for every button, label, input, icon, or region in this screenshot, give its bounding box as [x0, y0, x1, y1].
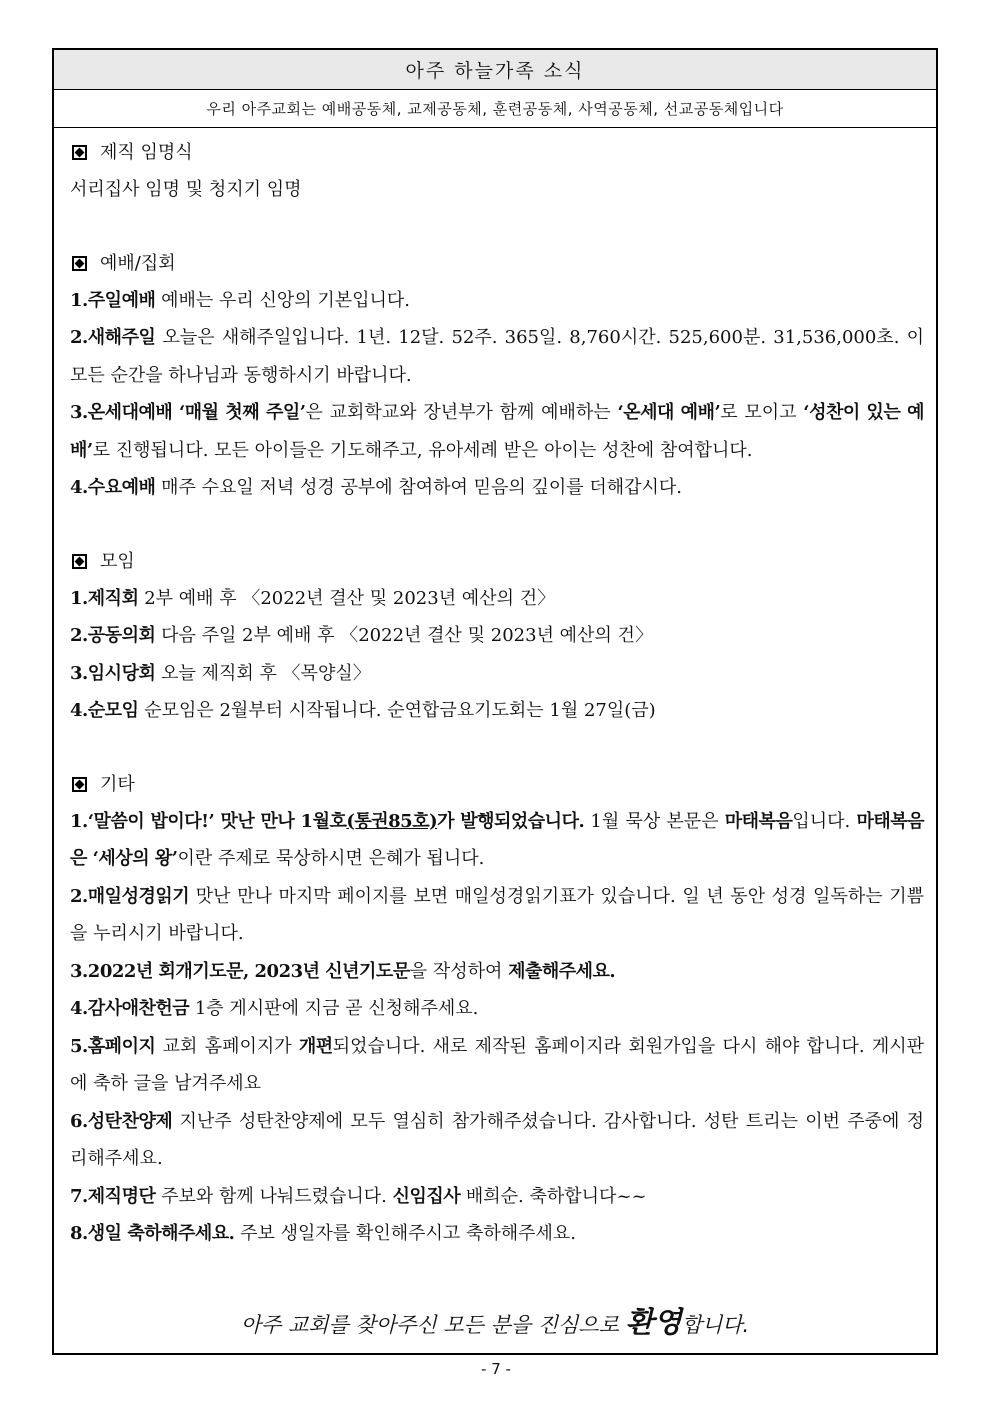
diamond-bullet-icon	[72, 256, 87, 271]
worship-item-1: 1.주일예배 예배는 우리 신앙의 기본입니다.	[70, 289, 410, 311]
etc-item-3: 3.2022년 회개기도문, 2023년 신년기도문을 작성하여 제출해주세요.	[70, 960, 616, 982]
etc-item-1: 1.‘말씀이 밥이다!’ 맛난 만나 1월호(통권85호)가 발행되었습니다. 1월 묵상 본문은 마태복음입니다. 마태복음은 ‘세상의 왕’이란 주제로 묵상하시면 은혜가 됩니다.	[70, 810, 924, 869]
section-meetings	[70, 543, 924, 580]
section-title: 예배/집회	[100, 252, 176, 274]
section-etc	[70, 766, 924, 803]
etc-item-5: 5.홈페이지 교회 홈페이지가 개편되었습니다. 새로 제작된 홈페이지라 회원가입을 다시 해야 합니다. 게시판에 축하 글을 남겨주세요	[70, 1035, 924, 1094]
section-title: 모임	[100, 550, 135, 572]
worship-item-3: 3.온세대예배 ‘매월 첫째 주일’은 교회학교와 장년부가 함께 예배하는 ‘온세대 예배’로 모이고 ‘성찬이 있는 예배’로 진행됩니다. 모든 아이들은 기도해주고, 유아세례 받은 아이는 성찬에 참여합니다.	[70, 402, 924, 461]
meeting-item-4: 4.순모임 순모임은 2월부터 시작됩니다. 순연합금요기도회는 1월 27일(금)	[70, 700, 656, 721]
diamond-bullet-icon	[72, 777, 87, 792]
page-number: - 7 -	[481, 1360, 511, 1378]
diamond-bullet-icon	[72, 554, 87, 569]
bulletin-frame	[52, 48, 938, 1355]
etc-item-6: 6.성탄찬양제 지난주 성탄찬양제에 모두 열심히 참가해주셨습니다. 감사합니다. 성탄 트리는 이번 주중에 정리해주세요.	[70, 1110, 924, 1169]
meeting-item-3: 3.임시당회 오늘 제직회 후 〈목양실〉	[70, 662, 371, 684]
etc-item-7: 7.제직명단 주보와 함께 나눠드렸습니다. 신임집사 배희순. 축하합니다~~	[70, 1185, 647, 1207]
news-content	[54, 128, 936, 1253]
worship-item-4: 4.수요예배 매주 수요일 저녁 성경 공부에 참여하여 믿음의 깊이를 더해갑시다.	[70, 477, 683, 498]
etc-item-2: 2.매일성경읽기 맛난 만나 마지막 페이지를 보면 매일성경읽기표가 있습니다. 일 년 동안 성경 일독하는 기쁨을 누리시기 바랍니다.	[70, 885, 924, 944]
meeting-item-1: 1.제직회 2부 예배 후 〈2022년 결산 및 2023년 예산의 건〉	[70, 587, 556, 609]
diamond-bullet-icon	[72, 145, 87, 160]
appointment-text: 서리집사 임명 및 청지기 임명	[70, 179, 302, 200]
meeting-item-2: 2.공동의회 다음 주일 2부 예배 후 〈2022년 결산 및 2023년 예산의 건〉	[70, 625, 653, 646]
section-title: 제직 임명식	[100, 142, 193, 163]
section-worship	[70, 245, 924, 282]
etc-item-8: 8.생일 축하해주세요. 주보 생일자를 확인해주시고 축하해주세요.	[70, 1223, 577, 1244]
etc-item-4: 4.감사애찬헌금 1층 게시판에 지금 곧 신청해주세요.	[70, 998, 479, 1019]
welcome-message: 아주 교회를 찾아주신 모든 분을 진심으로 환영합니다.	[240, 1305, 750, 1339]
section-appointment	[70, 134, 924, 171]
section-title: 기타	[100, 773, 135, 795]
worship-item-2: 2.새해주일 오늘은 새해주일입니다. 1년. 12달. 52주. 365일. 8,760시간. 525,600분. 31,536,000초. 이 모든 순간을 하나님과 동행하시기 바랍니다.	[70, 327, 924, 386]
church-motto: 우리 아주교회는 예배공동체, 교제공동체, 훈련공동체, 사역공동체, 선교공동체입니다	[54, 90, 936, 128]
page-title: 아주 하늘가족 소식	[54, 50, 936, 90]
